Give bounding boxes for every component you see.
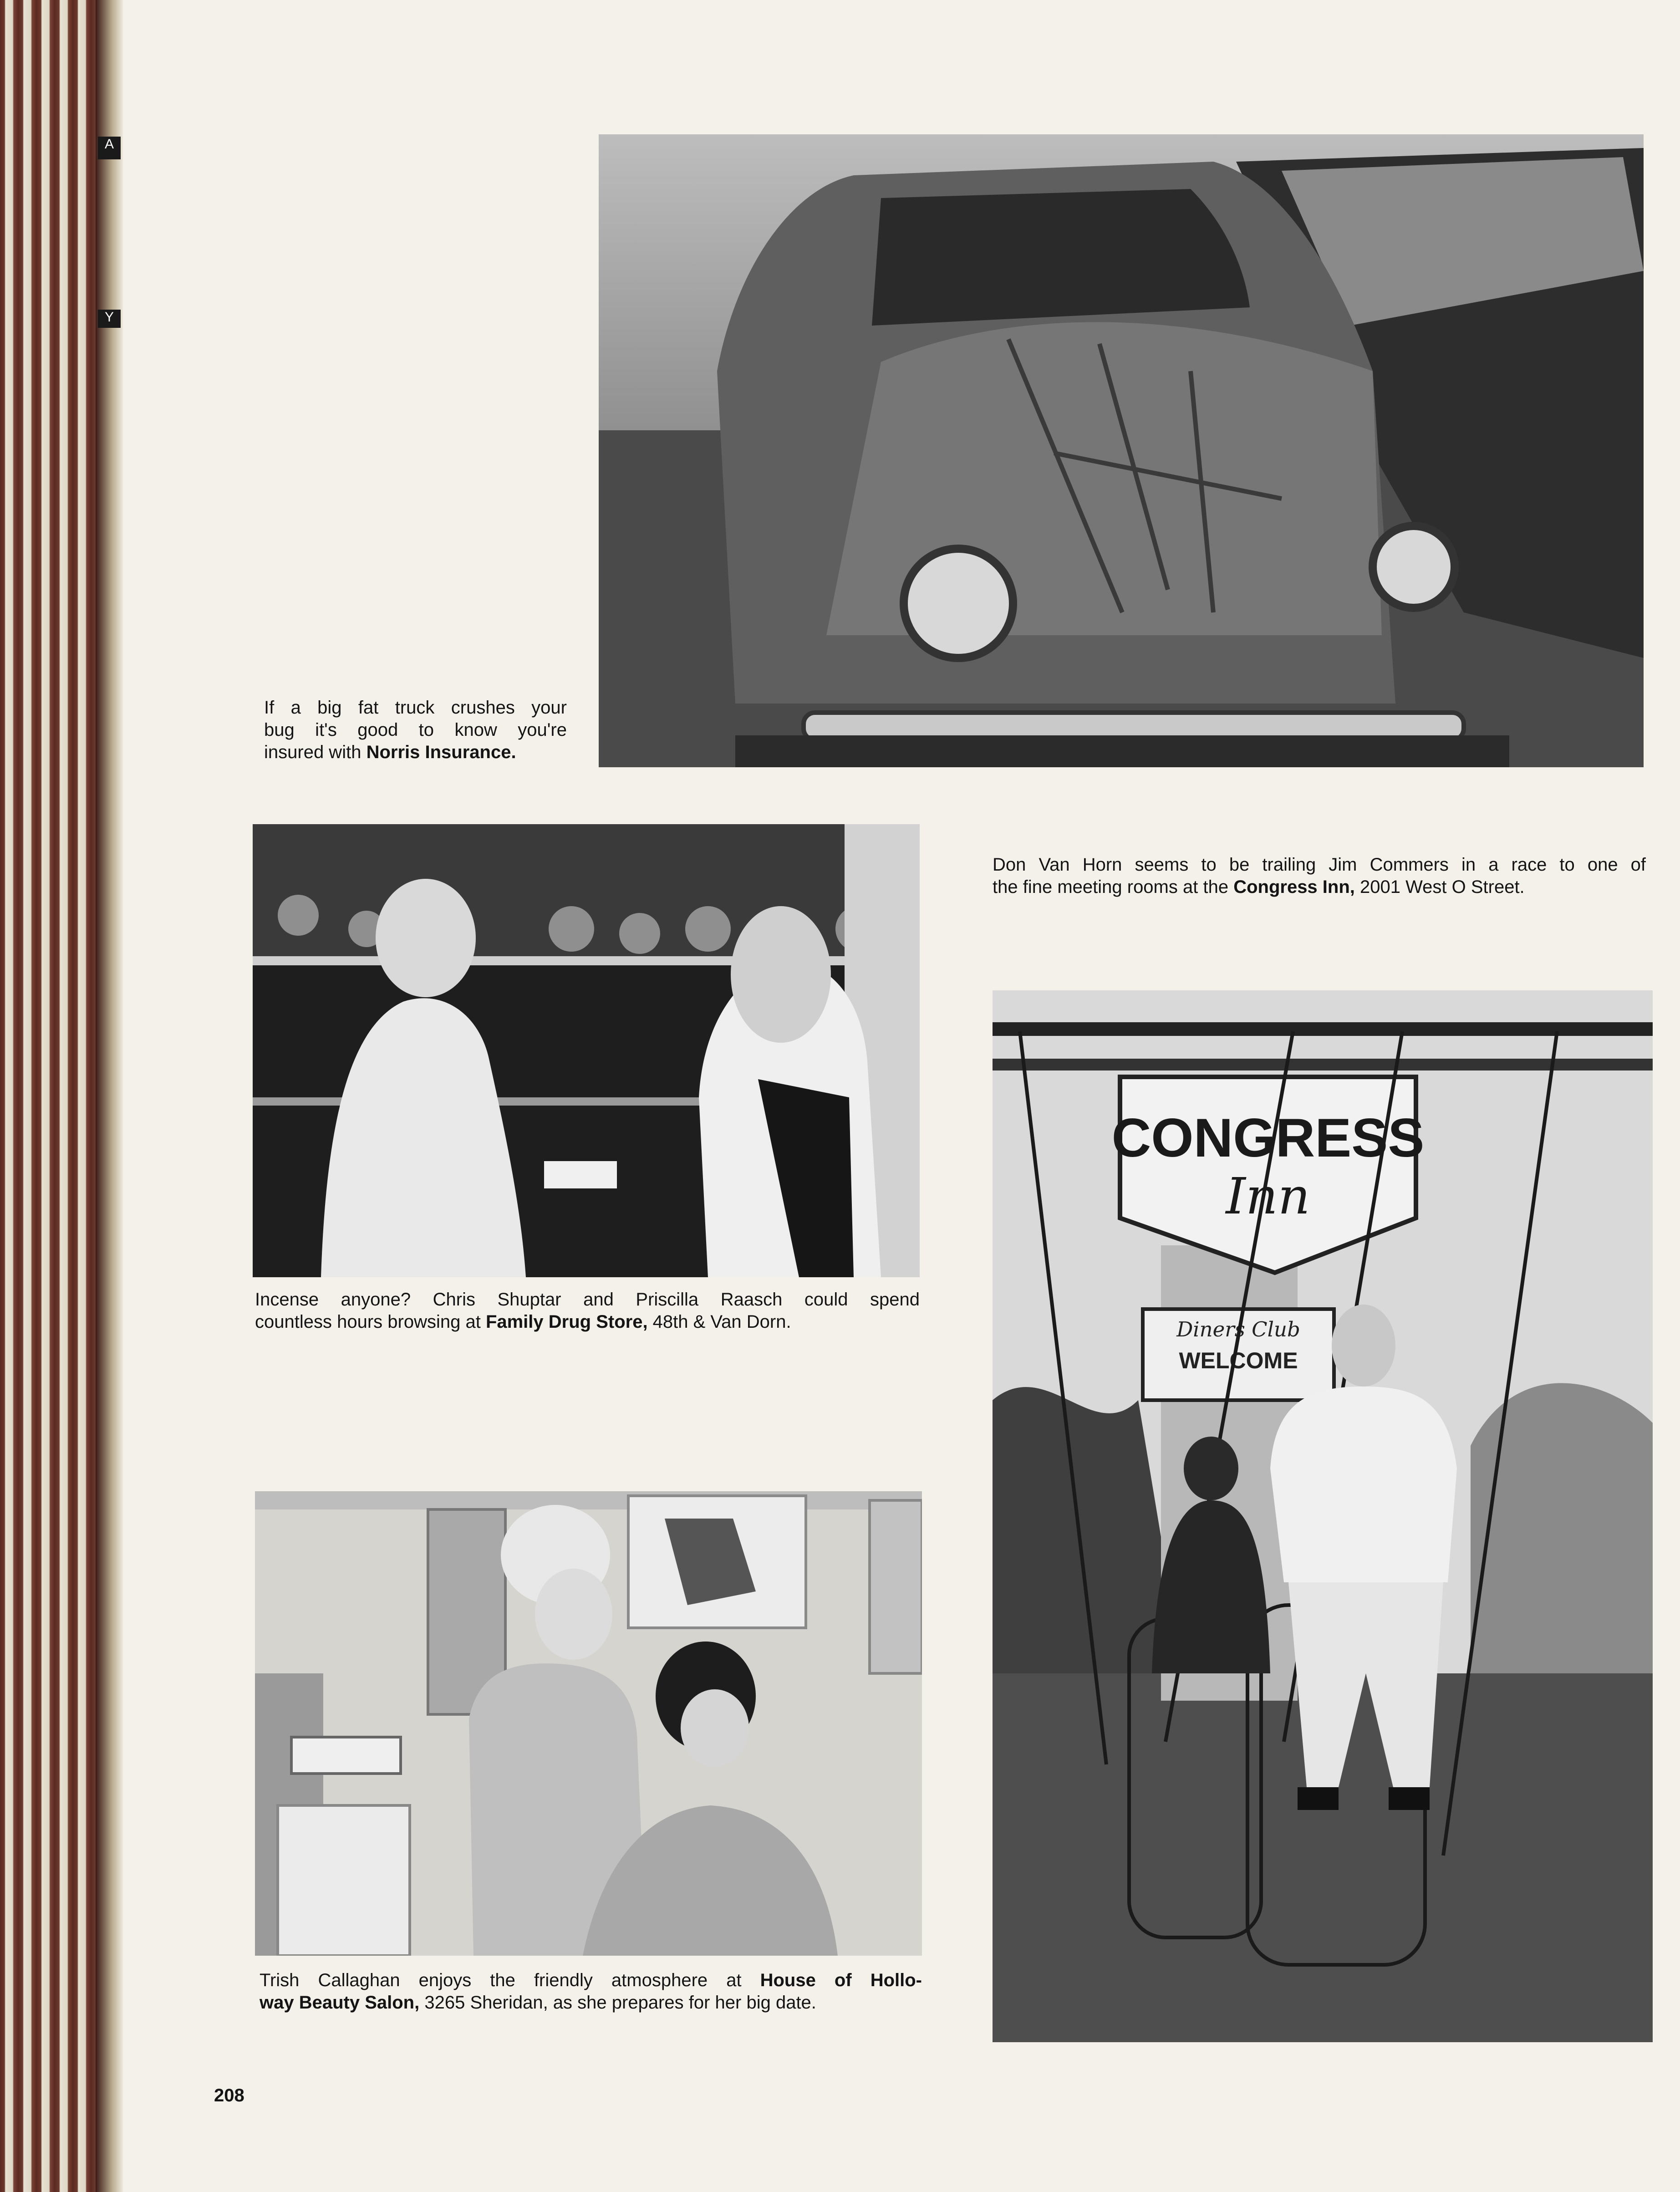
- photo-congress-inn-swings: [993, 990, 1653, 2042]
- photo-drug-store: [253, 824, 920, 1277]
- photo-beauty-salon: [255, 1491, 922, 1956]
- sign-marquee-top: Diners Club: [1176, 1317, 1300, 1341]
- caption-car-text: insured with: [264, 742, 367, 762]
- business-name-house-of-holloway-2: way Beauty Salon,: [260, 1993, 420, 2013]
- page-number: 208: [214, 2085, 244, 2105]
- business-name-house-of-holloway-1: House of Hollo-: [760, 1970, 922, 1990]
- caption-drug-line-1: Incense anyone? Chris Shuptar and Priscilla Raasch could spend: [255, 1290, 920, 1310]
- business-name-congress-inn: Congress Inn,: [1233, 877, 1355, 897]
- caption-drug-line-2: [255, 1311, 920, 1333]
- caption-congress-inn: [993, 854, 1646, 898]
- caption-car-line-1: If a big fat truck crushes your: [264, 698, 567, 718]
- photo-crushed-car: [599, 134, 1644, 767]
- caption-congress-line-2: [993, 876, 1646, 898]
- caption-drug-store: [255, 1289, 920, 1333]
- caption-congress-address: 2001 West O Street.: [1354, 877, 1525, 897]
- page-gutter: [96, 0, 123, 2192]
- sign-inn: Inn: [1226, 1167, 1310, 1225]
- caption-salon-line-1: [260, 1969, 922, 1992]
- caption-car-line-3: [264, 741, 567, 764]
- caption-salon-line-2: [260, 1992, 922, 2014]
- sign-congress: CONGRESS: [1111, 1107, 1425, 1168]
- caption-drug-text: countless hours browsing at: [255, 1312, 486, 1332]
- edge-tab-2: Y: [98, 310, 121, 328]
- caption-congress-line-1: Don Van Horn seems to be trailing Jim Commers in a race to one of: [993, 855, 1646, 875]
- business-name-family-drug-store: Family Drug Store,: [485, 1312, 648, 1332]
- business-name-norris-insurance: Norris Insurance.: [366, 742, 516, 762]
- caption-car: [264, 697, 567, 764]
- caption-car-line-2: bug it's good to know you're: [264, 720, 567, 740]
- caption-salon-text: Trish Callaghan enjoys the friendly atmosphere at: [260, 1970, 760, 1990]
- caption-beauty-salon: [260, 1969, 922, 2014]
- sign-marquee-welcome: WELCOME: [1179, 1348, 1298, 1373]
- caption-congress-text: the fine meeting rooms at the: [993, 877, 1234, 897]
- caption-salon-address: 3265 Sheridan, as she prepares for her big date.: [419, 1993, 816, 2013]
- edge-tab-1: A: [98, 137, 121, 159]
- caption-drug-address: 48th & Van Dorn.: [647, 1312, 791, 1332]
